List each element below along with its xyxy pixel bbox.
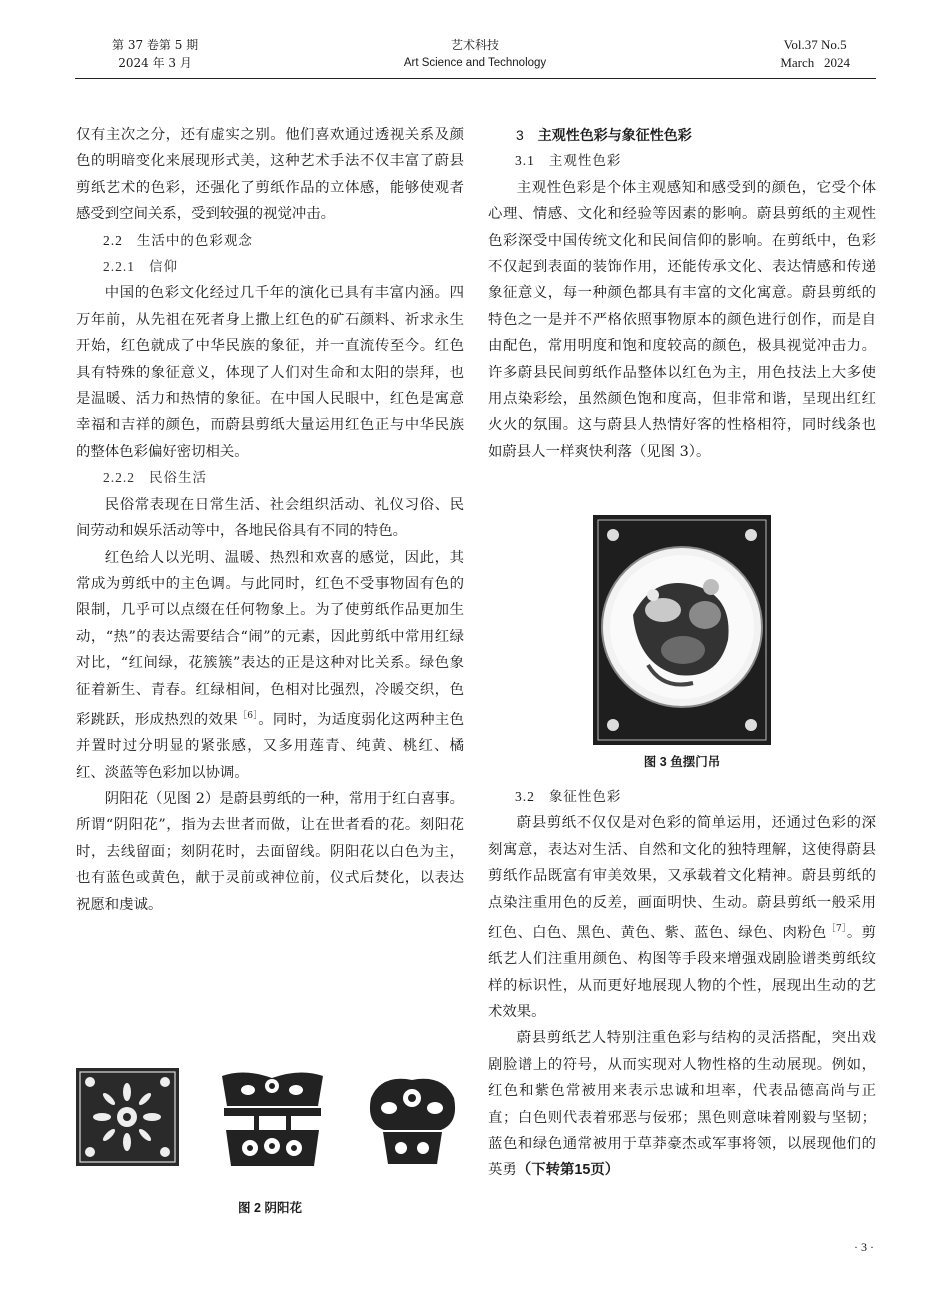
section-number: 3 — [516, 127, 524, 143]
paragraph: 仅有主次之分，还有虚实之别。他们喜欢通过透视关系及颜色的明暗变化来展现形式美，这种艺术手法不仅丰富了蔚县剪纸艺术的色彩，还强化了剪纸作品的立体感，能够使观者感受到空间关系，受到较强的视觉冲击。 — [76, 127, 464, 223]
section-number: 3.2 — [515, 789, 535, 804]
figure-3-caption: 图 3 鱼摆门吊 — [643, 755, 721, 769]
section-number: 2.2 — [103, 232, 123, 248]
paragraph: 主观性色彩是个体主观感知和感受到的颜色，它受个体心理、情感、文化和经验等因素的影响。蔚县剪纸的主观性色彩深受中国传统文化和民间信仰的影响。在剪纸中，色彩不仅起到表面的装饰作用，还能传承文化、表达情感和传递象征意义，每一种颜色都具有丰富的文化寓意。蔚县剪纸的特色之一是并不严格依照事物原本的颜色进行创作，而是自由配色，常用明度和饱和度较高的颜色，极具视觉冲击力。许多蔚县民间剪纸作品整体以红色为主，用色技法上大多使用点染彩绘，虽然颜色饱和度高，但非常和谐，呈现出红红火火的氛围。这与蔚县人热情好客的性格相符，同时线条也如蔚县人一样爽快利落（见图 3）。 — [488, 179, 876, 460]
paragraph: 中国的色彩文化经过几千年的演化已具有丰富内涵。四万年前，从先祖在死者身上撒上红色的矿石颜料、祈求永生开始，红色就成了中华民族的象征，并一直流传至今。红色具有特殊的象征意义，体现了人们对生命和太阳的崇拜，也是温暖、活力和热情的象征。在中国人民眼中，红色是寓意幸福和吉祥的颜色，而蔚县剪纸大量运用红色正与中华民族的整体色彩偏好密切相关。 — [76, 285, 464, 460]
journal-title-cn: 艺术科技 — [450, 38, 499, 52]
figure-2 — [76, 1068, 464, 1168]
page-number: · 3 · — [854, 1240, 874, 1254]
journal-title-en: Art Science and Technology — [403, 57, 547, 69]
citation-ref: ［7］ — [826, 924, 847, 935]
papercut-image-2 — [214, 1068, 331, 1168]
section-title: 主观性色彩 — [548, 153, 622, 170]
section-heading-3-1 — [488, 148, 876, 174]
volume-issue-en: Vol.37 No.5 — [783, 37, 847, 52]
section-title: 象征性色彩 — [548, 789, 622, 805]
section-heading-2-2-1 — [76, 254, 464, 280]
paragraph: 阴阳花（见图 2）是蔚县剪纸的一种，常用于红白喜事。所谓“阴阳花”，指为去世者而做，让在世者看的花。刻阳花时，去线留面；刻阴花时，去面留线。阴阳花以白色为主，也有蓝色或黄色，献于灵前或神位前，仪式后焚化，以表达祝愿和虔诚。 — [76, 790, 464, 913]
section-heading-3 — [488, 122, 876, 148]
paragraph-text: 红色给人以光明、温暖、热烈和欢喜的感觉，因此，其常成为剪纸中的主色调。与此同时，红色不受事物固有色的限制，几乎可以点缀在任何物象上。为了使剪纸作品更加生动，“热”的表达需要结合“闹”的元素，因此剪纸中常用红绿对比，“红间绿，花簇簇”表达的正是这种对比关系。绿色象征着新生、青春。红绿相间，色相对比强烈，冷暖交织，色彩跳跃，形成热烈的效果 — [76, 549, 464, 728]
section-number: 2.2.2 — [103, 470, 135, 486]
continued-note: （下转第15页） — [516, 1162, 620, 1179]
paragraph — [76, 545, 464, 786]
section-title: 生活中的色彩观念 — [136, 232, 253, 249]
section-title: 主观性色彩与象征性色彩 — [537, 127, 692, 143]
paragraph-text: 。剪纸艺人们注重用颜色、构图等手段来增强戏剧脸谱类剪纸纹样的标识性，从而更好地展现人物的个性，展现出生动的艺术效果。 — [488, 924, 876, 1021]
figure-3-image — [593, 515, 771, 745]
figure-2-caption: 图 2 阴阳花 — [238, 1201, 302, 1215]
paragraph-text: 蔚县剪纸不仅仅是对色彩的简单运用，还通过色彩的深刻寓意，表达对生活、自然和文化的独特理解，这使得蔚县剪纸作品既富有审美效果，又承载着文化精神。蔚县剪纸的点染注重用色的反差，画面明快、生动。蔚县剪纸一般采用红色、白色、黑色、黄色、紫、蓝色、绿色、肉粉色 — [488, 815, 876, 941]
header-rule — [75, 78, 876, 79]
section-number: 2.2.1 — [103, 259, 135, 275]
section-title: 信仰 — [149, 259, 178, 276]
paragraph — [488, 1025, 876, 1183]
section-heading-2-2-2 — [76, 465, 464, 491]
section-title: 民俗生活 — [149, 470, 207, 487]
date-cn: 2024 年 3 月 — [118, 56, 192, 70]
date-en: March 2024 — [780, 55, 850, 70]
right-column-lower — [488, 784, 876, 1184]
section-number: 3.1 — [515, 153, 535, 169]
header-volume-en — [780, 36, 850, 72]
section-heading-3-2 — [488, 784, 876, 810]
section-heading-2-2 — [76, 228, 464, 254]
papercut-image-1 — [76, 1068, 179, 1166]
volume-issue-cn: 第 37 卷第 5 期 — [112, 38, 199, 52]
paragraph-text: 。同时，为适度弱化这两种主色并置时过分明显的紧张感，又多用莲青、纯黄、桃红、橘红、淡蓝等色彩加以协调。 — [76, 711, 464, 781]
paragraph-text: 蔚县剪纸艺人特别注重色彩与结构的灵活搭配，突出戏剧脸谱上的符号，从而实现对人物性格的生动展现。例如，红色和紫色常被用来表示忠诚和坦率，代表品德高尚与正直；白色则代表着邪恶与佞邪；黑色则意味着刚毅与坚韧；蓝色和绿色通常被用于草莽豪杰或军事将领，以展现他们的英勇 — [488, 1030, 876, 1179]
citation-ref: ［6］ — [237, 710, 259, 721]
papercut-image-3 — [361, 1068, 464, 1168]
left-column — [76, 122, 464, 918]
right-column — [488, 122, 876, 465]
paragraph — [488, 810, 876, 1025]
paragraph: 民俗常表现在日常生活、社会组织活动、礼仪习俗、民间劳动和娱乐活动等中，各地民俗具有不同的特色。 — [76, 496, 464, 540]
